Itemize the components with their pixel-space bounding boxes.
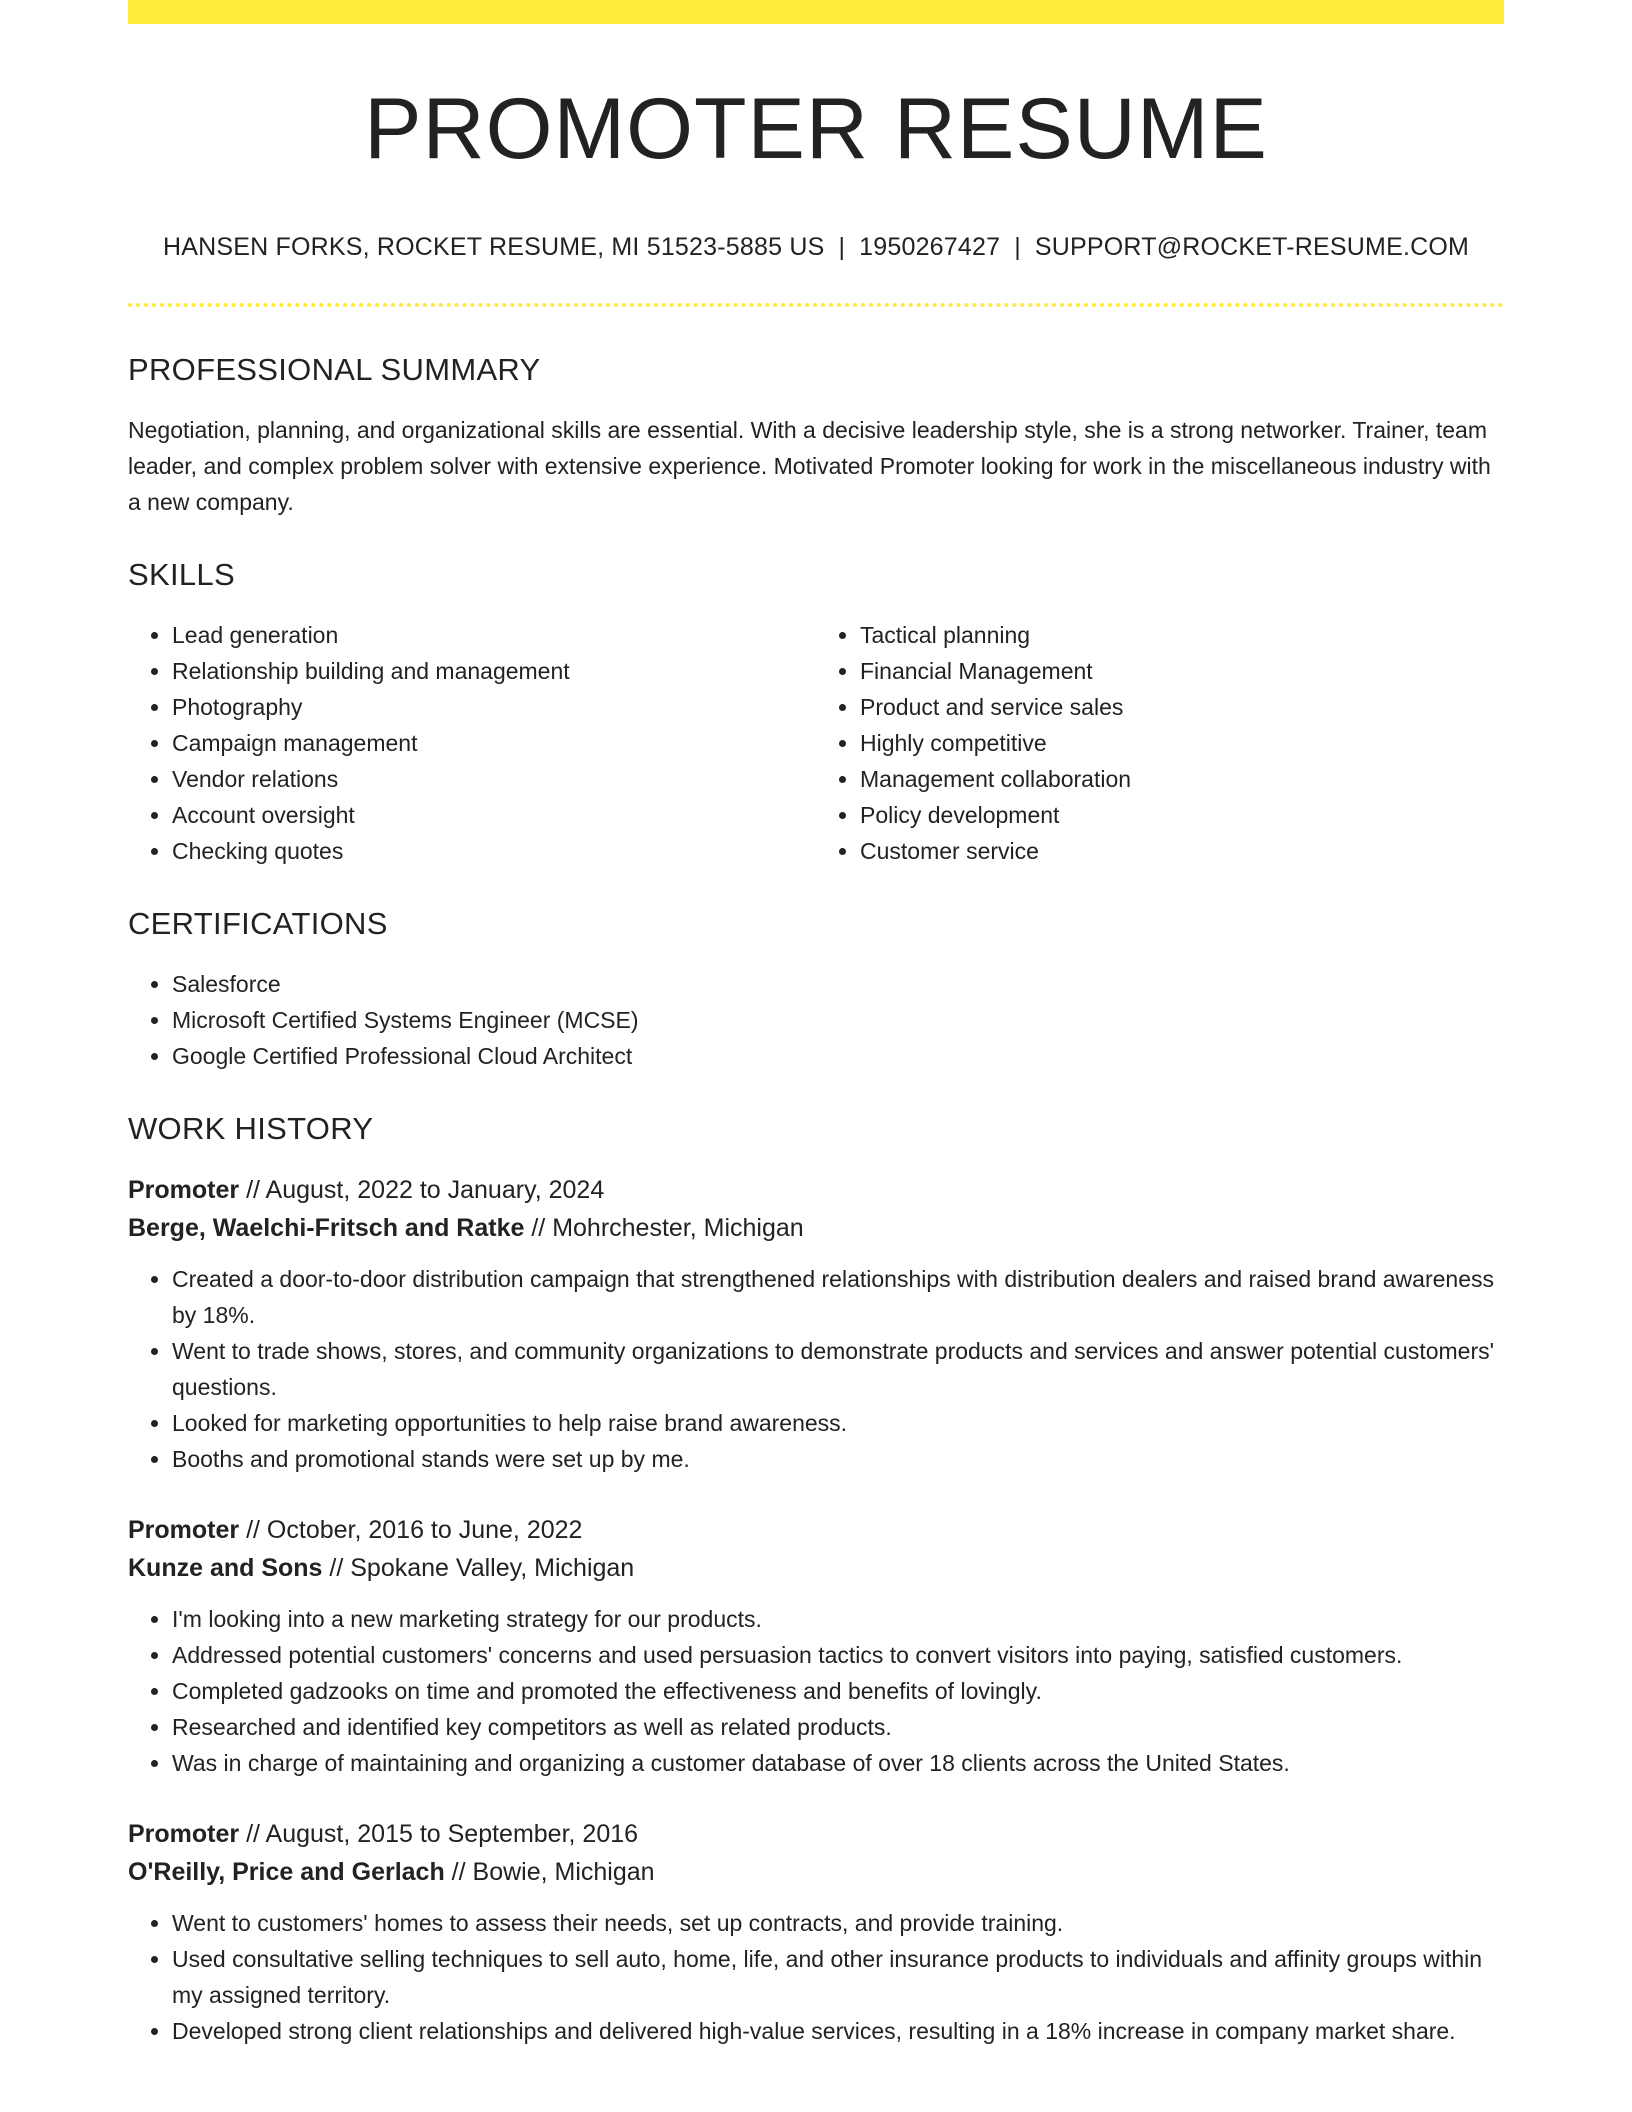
job-company: Kunze and Sons: [128, 1554, 323, 1583]
job-company-line: [128, 1209, 1504, 1247]
skill-item: • Financial Management: [860, 653, 1504, 689]
certification-item: • Google Certified Professional Cloud Architect: [172, 1038, 1504, 1074]
certification-item: • Microsoft Certified Systems Engineer (MCSE): [172, 1002, 1504, 1038]
skill-item: • Policy development: [860, 797, 1504, 833]
skill-item: • Checking quotes: [172, 833, 816, 869]
job-dates: // August, 2022 to January, 2024: [239, 1176, 605, 1205]
resume-page: [128, 0, 1504, 2049]
summary-text: Negotiation, planning, and organizational skills are essential. With a decisive leadership style, she is a strong networker. Trainer, team leader, and complex problem solver with extensive experience. Motivated Promoter looking for work in the miscellaneous industry with a new company.: [128, 416, 1491, 515]
job-bullets: [128, 1601, 1504, 1781]
certifications-list: [128, 966, 1504, 1074]
skill-item: • Lead generation: [172, 617, 816, 653]
skills-columns: [128, 617, 1504, 869]
job-bullet: • Went to trade shows, stores, and community organizations to demonstrate products and services and answer potential customers' questions.: [172, 1333, 1504, 1405]
job-title: Promoter: [128, 1820, 240, 1849]
job-location: // Bowie, Michigan: [444, 1858, 655, 1887]
skill-item: • Tactical planning: [860, 617, 1504, 653]
skill-item: • Account oversight: [172, 797, 816, 833]
job-dates: // October, 2016 to June, 2022: [239, 1516, 583, 1545]
certifications-section: [128, 905, 1504, 1074]
job-title: Promoter: [128, 1516, 240, 1545]
resume-title: PROMOTER RESUME: [364, 81, 1268, 177]
skills-list-left: [128, 617, 816, 869]
section-heading-skills: SKILLS: [128, 556, 235, 592]
skill-item: • Campaign management: [172, 725, 816, 761]
section-heading-work-history: WORK HISTORY: [128, 1111, 374, 1147]
contact-separator: |: [838, 232, 846, 261]
skill-item: • Customer service: [860, 833, 1504, 869]
job-company-line: [128, 1853, 1504, 1891]
professional-summary-section: [128, 351, 1504, 520]
job-company: O'Reilly, Price and Gerlach: [128, 1858, 445, 1887]
job-bullet: • Went to customers' homes to assess their needs, set up contracts, and provide training.: [172, 1905, 1504, 1941]
skill-item: • Photography: [172, 689, 816, 725]
skill-item: • Vendor relations: [172, 761, 816, 797]
job-bullet: • Was in charge of maintaining and organizing a customer database of over 18 clients across the United States.: [172, 1745, 1504, 1781]
job-bullet: • Looked for marketing opportunities to help raise brand awareness.: [172, 1405, 1504, 1441]
contact-email: SUPPORT@ROCKET-RESUME.COM: [1034, 232, 1470, 261]
job-bullet: • Addressed potential customers' concerns and used persuasion tactics to convert visitors into paying, satisfied customers.: [172, 1637, 1504, 1673]
job-location: // Mohrchester, Michigan: [524, 1214, 804, 1243]
job-entry: [128, 1171, 1504, 1477]
contact-phone: 1950267427: [859, 232, 1001, 261]
job-title-line: [128, 1815, 1504, 1853]
job-bullet: • Created a door-to-door distribution campaign that strengthened relationships with distribution dealers and raised brand awareness by 18%.: [172, 1261, 1504, 1333]
job-bullet: • I'm looking into a new marketing strategy for our products.: [172, 1601, 1504, 1637]
job-bullet: • Developed strong client relationships and delivered high-value services, resulting in a 18% increase in company market share.: [172, 2013, 1504, 2049]
job-title: Promoter: [128, 1176, 240, 1205]
skill-item: • Highly competitive: [860, 725, 1504, 761]
job-location: // Spokane Valley, Michigan: [322, 1554, 635, 1583]
skill-item: • Management collaboration: [860, 761, 1504, 797]
job-bullet: • Used consultative selling techniques to sell auto, home, life, and other insurance products to individuals and affinity groups within my assigned territory.: [172, 1941, 1504, 2013]
job-entry: [128, 1815, 1504, 2049]
work-history-section: [128, 1110, 1504, 2049]
job-company-line: [128, 1549, 1504, 1587]
job-bullets: [128, 1261, 1504, 1477]
top-accent-bar: [128, 0, 1504, 24]
skill-item: • Relationship building and management: [172, 653, 816, 689]
job-bullet: • Booths and promotional stands were set up by me.: [172, 1441, 1504, 1477]
skill-item: • Product and service sales: [860, 689, 1504, 725]
dotted-divider: [128, 303, 1504, 307]
job-dates: // August, 2015 to September, 2016: [239, 1820, 639, 1849]
job-bullets: [128, 1905, 1504, 2049]
job-title-line: [128, 1171, 1504, 1209]
contact-address: HANSEN FORKS, ROCKET RESUME, MI 51523-5885 US: [162, 232, 825, 261]
job-title-line: [128, 1511, 1504, 1549]
job-company: Berge, Waelchi-Fritsch and Ratke: [128, 1214, 525, 1243]
skills-section: [128, 556, 1504, 869]
job-bullet: • Researched and identified key competitors as well as related products.: [172, 1709, 1504, 1745]
contact-line: [128, 233, 1504, 262]
job-bullet: • Completed gadzooks on time and promoted the effectiveness and benefits of lovingly.: [172, 1673, 1504, 1709]
skills-list-right: [816, 617, 1504, 869]
section-heading-summary: PROFESSIONAL SUMMARY: [128, 351, 541, 387]
certification-item: • Salesforce: [172, 966, 1504, 1002]
contact-separator: |: [1014, 232, 1021, 261]
job-entry: [128, 1511, 1504, 1781]
section-heading-certifications: CERTIFICATIONS: [128, 905, 388, 941]
